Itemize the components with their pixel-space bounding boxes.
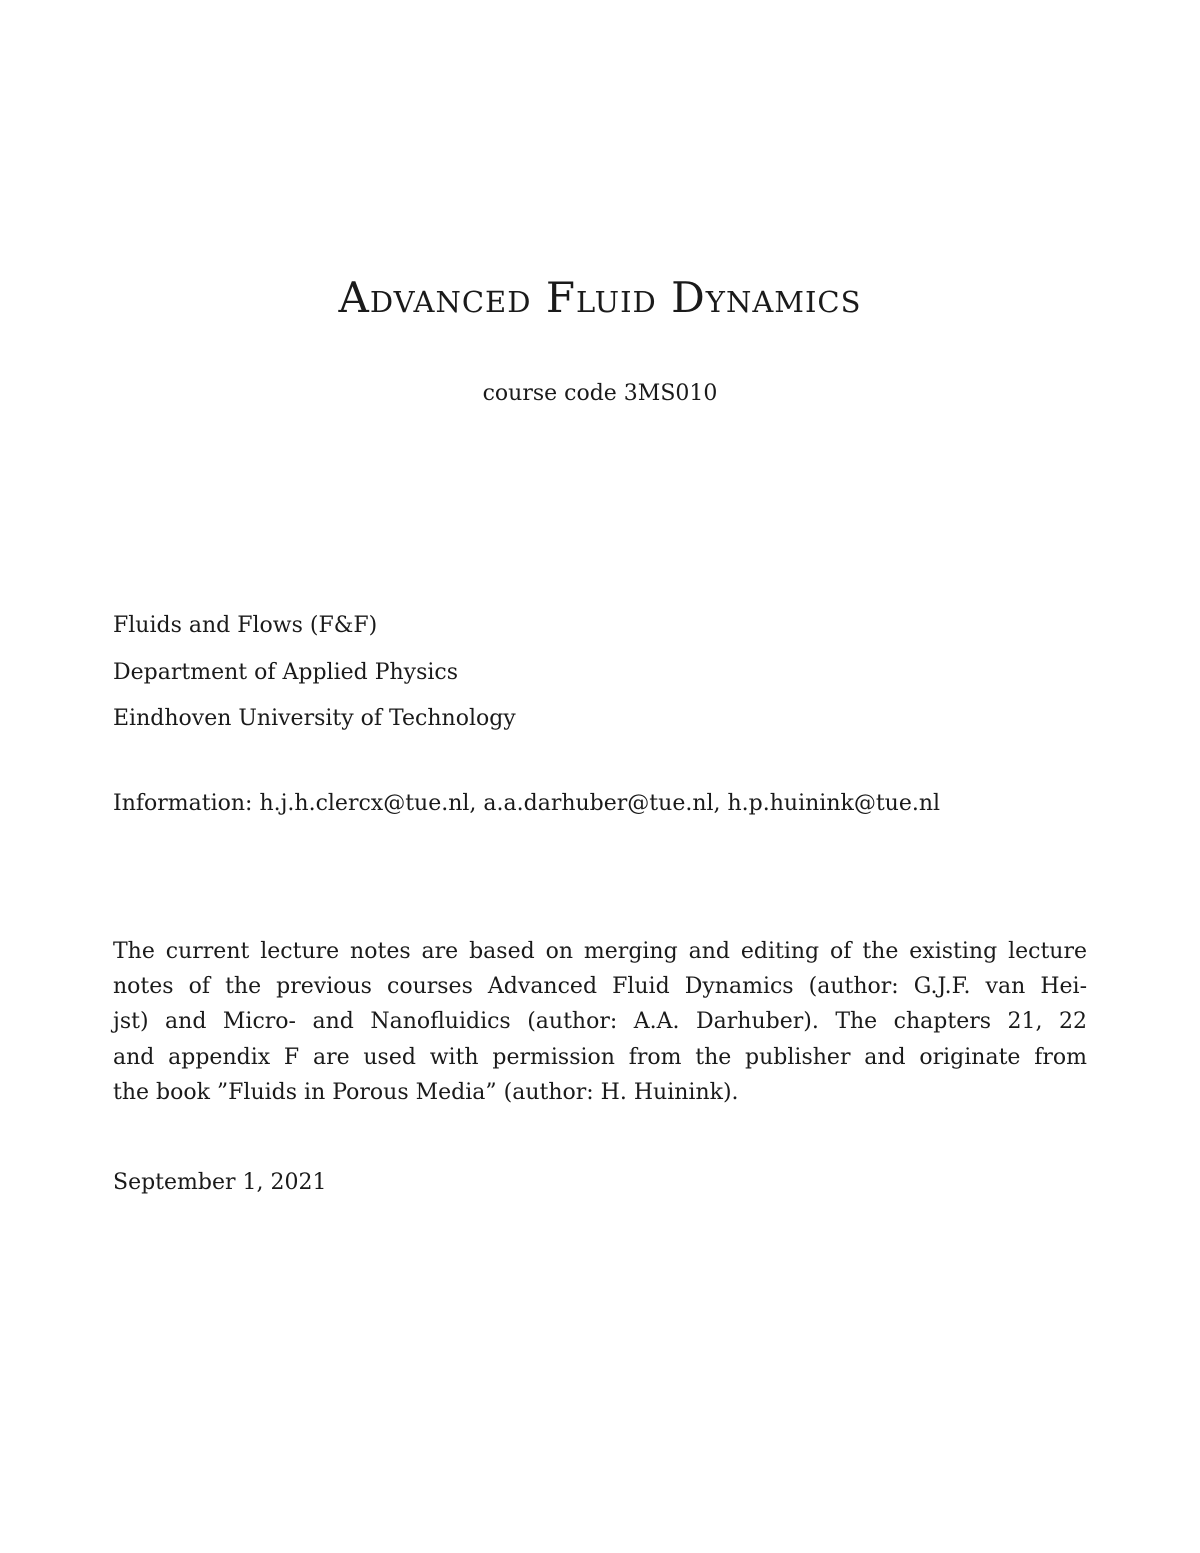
notes-line: and appendix F are used with permission from the publisher and originate from: [113, 1044, 1087, 1070]
lecture-notes-paragraph: [113, 934, 1087, 1110]
contact-information: Information: h.j.h.clercx@tue.nl, a.a.darhuber@tue.nl, h.p.huinink@tue.nl: [113, 791, 941, 816]
document-date: September 1, 2021: [113, 1170, 327, 1195]
affiliation-department: Department of Applied Physics: [113, 659, 459, 685]
affiliation-group: Fluids and Flows (F&F): [113, 613, 378, 638]
course-code: course code 3MS010: [482, 381, 718, 406]
notes-line: jst) and Micro- and Nanofluidics (author: A.A. Darhuber). The chapters 21, 22: [113, 1009, 1087, 1035]
notes-line: notes of the previous courses Advanced Fluid Dynamics (author: G.J.F. van Hei-: [113, 974, 1087, 1000]
notes-line: the book ”Fluids in Porous Media” (author: H. Huinink).: [113, 1079, 739, 1105]
affiliation-block: [113, 603, 516, 743]
affiliation-university: Eindhoven University of Technology: [113, 706, 516, 731]
notes-line: The current lecture notes are based on merging and editing of the existing lecture: [113, 939, 1087, 964]
document-title: Advanced Fluid Dynamics: [338, 273, 862, 322]
